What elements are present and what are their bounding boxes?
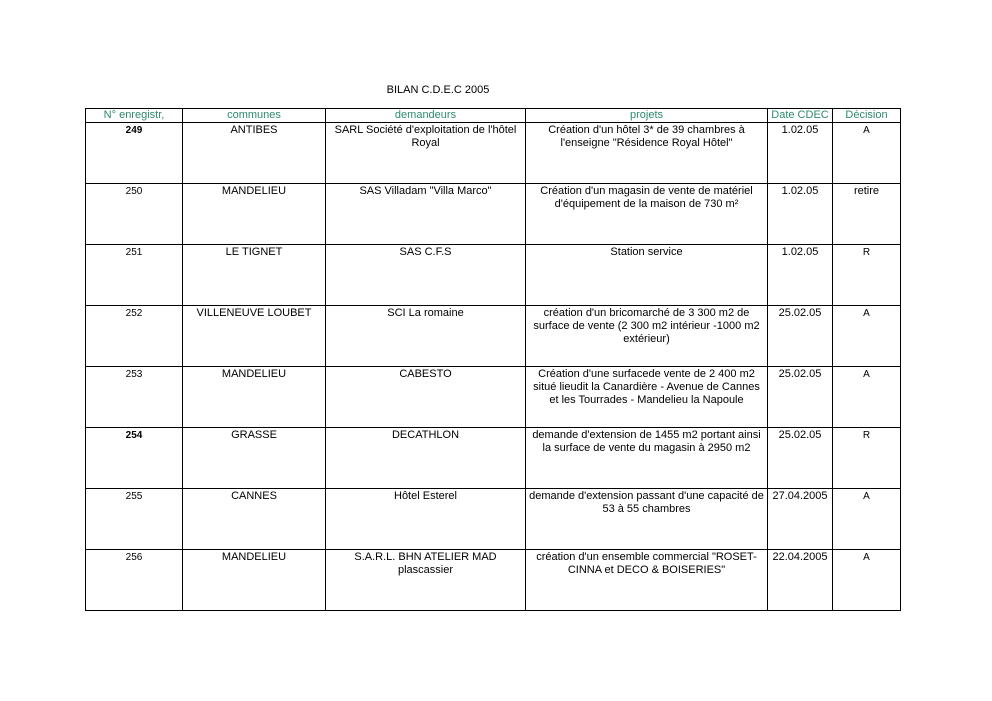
- cell-demandeur: DECATHLON: [326, 428, 526, 489]
- cell-num: 253: [86, 367, 183, 428]
- cell-demandeur: S.A.R.L. BHN ATELIER MAD plascassier: [326, 550, 526, 611]
- cell-decision: R: [833, 245, 901, 306]
- cell-decision: R: [833, 428, 901, 489]
- cell-num: 256: [86, 550, 183, 611]
- cell-num: 252: [86, 306, 183, 367]
- table-row: [86, 550, 901, 611]
- cell-num: 255: [86, 489, 183, 550]
- cell-demandeur: SAS C.F.S: [326, 245, 526, 306]
- cell-projet: Création d'une surfacede vente de 2 400 m2 situé lieudit la Canardière - Avenue de Cannes et les Tourrades - Mandelieu la Napoule: [526, 367, 768, 428]
- table-row: [86, 306, 901, 367]
- cell-num: 254: [86, 428, 183, 489]
- col-header-demandeur: demandeurs: [326, 109, 526, 123]
- cell-commune: MANDELIEU: [183, 184, 326, 245]
- cell-decision: retire: [833, 184, 901, 245]
- cell-commune: CANNES: [183, 489, 326, 550]
- table-row: [86, 184, 901, 245]
- cell-date: 1.02.05: [768, 184, 833, 245]
- cell-num: 249: [86, 123, 183, 184]
- cell-demandeur: CABESTO: [326, 367, 526, 428]
- cell-num: 250: [86, 184, 183, 245]
- cell-projet: Création d'un magasin de vente de matériel d'équipement de la maison de 730 m²: [526, 184, 768, 245]
- col-header-decision: Décision: [833, 109, 901, 123]
- cell-decision: A: [833, 550, 901, 611]
- cell-projet: demande d'extension de 1455 m2 portant ainsi la surface de vente du magasin à 2950 m2: [526, 428, 768, 489]
- cell-decision: A: [833, 367, 901, 428]
- title-text: BILAN C.D.E.C 2005: [386, 84, 490, 96]
- cell-commune: ANTIBES: [183, 123, 326, 184]
- cell-commune: MANDELIEU: [183, 550, 326, 611]
- col-header-num: N° enregistr,: [86, 109, 183, 123]
- cell-date: 27.04.2005: [768, 489, 833, 550]
- cell-commune: VILLENEUVE LOUBET: [183, 306, 326, 367]
- cell-decision: A: [833, 123, 901, 184]
- cell-decision: A: [833, 489, 901, 550]
- cell-date: 25.02.05: [768, 428, 833, 489]
- cell-demandeur: SAS Villadam "Villa Marco": [326, 184, 526, 245]
- cell-commune: MANDELIEU: [183, 367, 326, 428]
- cell-demandeur: SCI La romaine: [326, 306, 526, 367]
- cell-commune: LE TIGNET: [183, 245, 326, 306]
- cell-demandeur: Hôtel Esterel: [326, 489, 526, 550]
- cell-date: 1.02.05: [768, 123, 833, 184]
- table-row: [86, 367, 901, 428]
- cell-num: 251: [86, 245, 183, 306]
- cell-date: 25.02.05: [768, 306, 833, 367]
- bilan-table: [85, 108, 901, 611]
- cell-date: 25.02.05: [768, 367, 833, 428]
- cell-projet: Création d'un hôtel 3* de 39 chambres à l'enseigne "Résidence Royal Hôtel": [526, 123, 768, 184]
- table-row: [86, 428, 901, 489]
- cell-projet: création d'un ensemble commercial "ROSET-CINNA et DECO & BOISERIES": [526, 550, 768, 611]
- cell-projet: Station service: [526, 245, 768, 306]
- table-row: [86, 489, 901, 550]
- cell-demandeur: SARL Société d'exploitation de l'hôtel Royal: [326, 123, 526, 184]
- col-header-commune: communes: [183, 109, 326, 123]
- col-header-date: Date CDEC: [768, 109, 833, 123]
- header-row: [86, 109, 901, 123]
- cell-projet: création d'un bricomarché de 3 300 m2 de surface de vente (2 300 m2 intérieur -1000 m2 extérieur): [526, 306, 768, 367]
- table-row: [86, 245, 901, 306]
- cell-commune: GRASSE: [183, 428, 326, 489]
- cell-date: 22.04.2005: [768, 550, 833, 611]
- cell-projet: demande d'extension passant d'une capacité de 53 à 55 chambres: [526, 489, 768, 550]
- cell-date: 1.02.05: [768, 245, 833, 306]
- cell-decision: A: [833, 306, 901, 367]
- table-row: [86, 123, 901, 184]
- col-header-projet: projets: [526, 109, 768, 123]
- document-title: [0, 84, 992, 96]
